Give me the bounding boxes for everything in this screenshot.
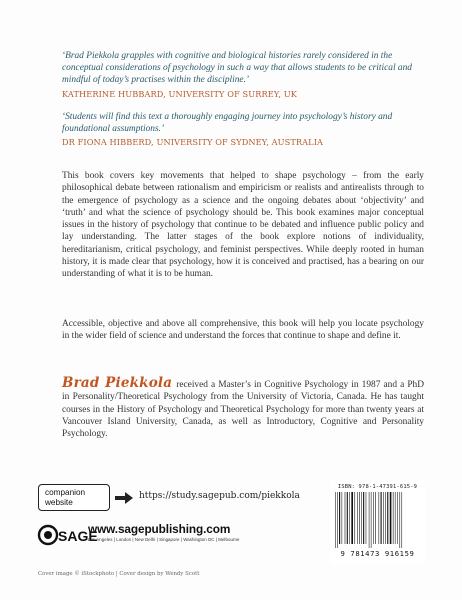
book-description: This book covers key movements that helped to shape psychology – from the early philosophical debate between rationalism and empiricism or realists and antirealists through to the emergence of psychology as a science and the ongoing debates about ‘objectivity’ and ‘truth’ and what the science of psychology should be. This book examines major conceptual issues in the history of psychology that continue to be debated and influence public policy and lay understanding. The latter stages of the book explore notions of individuality, hereditarianism, critical psychology, and feminist perspectives. While deeply rooted in human history, it is made clear that psychology, how it is conceived and practised, has a bearing on our understanding of what it is to be human.	[62, 171, 424, 280]
companion-label: companion	[45, 488, 86, 497]
barcode-bar	[339, 492, 340, 544]
barcode-bar	[390, 492, 392, 544]
barcode-digits: 9 781473 916159	[340, 549, 415, 558]
barcode-bar	[357, 492, 358, 544]
barcode-bar	[363, 492, 364, 544]
barcode-bar	[400, 492, 401, 548]
sage-logo-text: SAGE	[58, 528, 98, 544]
isbn-label: ISBN: 978-1-47391-615-9	[337, 484, 418, 490]
companion-website-badge[interactable]	[38, 484, 110, 511]
barcode-bar	[375, 492, 376, 544]
barcode-bar	[402, 492, 403, 548]
barcode-bar	[381, 492, 382, 544]
barcode-bar	[354, 492, 355, 544]
barcode-bar	[373, 492, 374, 544]
barcode-bar	[337, 492, 338, 548]
publisher-url[interactable]: www.sagepublishing.com	[88, 522, 231, 536]
sage-logo-icon	[38, 523, 98, 547]
barcode-bar	[371, 492, 372, 548]
companion-website-row	[38, 484, 338, 512]
barcode-bar	[369, 492, 370, 548]
barcode-bar	[393, 492, 394, 544]
author-bio	[62, 377, 424, 440]
arrow-right-icon	[115, 492, 133, 504]
barcode-bar	[383, 492, 384, 544]
endorsement-author: DR FIONA HIBBERD, UNIVERSITY OF SYDNEY, AUSTRALIA	[62, 137, 324, 148]
endorsement-quote: ‘Brad Piekkola grapples with cognitive and biological histories rarely considered in the conceptual considerations of psychology in such a way that allows students to be critical and mindful of today’s practises within the discipline.’	[62, 51, 412, 86]
barcode-bar	[379, 492, 380, 544]
barcode-bar	[387, 492, 388, 544]
barcode-bar	[397, 492, 398, 544]
barcode-bar	[351, 492, 353, 544]
barcode-bar	[395, 492, 396, 544]
barcode-bars	[334, 492, 420, 548]
barcode-bar	[359, 492, 360, 544]
barcode-bar	[349, 492, 350, 544]
cover-credit: Cover image © iStockphoto | Cover design by Wendy Scott	[38, 571, 200, 577]
endorsement-1	[62, 50, 422, 100]
endorsement-2	[62, 111, 422, 148]
endorsements	[62, 50, 422, 148]
barcode-bar	[342, 492, 343, 544]
author-signature: Brad Piekkola	[62, 375, 173, 391]
author-bio-text: received a Master’s in Cognitive Psychology in 1987 and a PhD in Personality/Theoretical Psychology from the University of Victoria, Canada. He has taught courses in the History of Psychology and Theoretical Psychology for more than twenty years at Vancouver Island University, Canada, as well as Introductory, Cognitive and Personality Psychology.	[62, 380, 425, 440]
barcode-bar	[345, 492, 346, 544]
endorsement-quote: ‘Students will find this text a thoroughly engaging journey into psychology’s history and foundational assumptions.’	[62, 111, 393, 134]
barcode-bar	[366, 492, 367, 544]
website-label: website	[45, 498, 73, 507]
publisher-cities: Los Angeles | London | New Delhi | Singapore | Washington DC | Melbourne	[88, 537, 240, 542]
companion-url-link[interactable]: https://study.sagepub.com/piekkola	[139, 491, 300, 501]
endorsement-author: KATHERINE HUBBARD, UNIVERSITY OF SURREY, UK	[62, 88, 297, 99]
barcode-bar	[347, 492, 348, 544]
barcode-bar	[361, 492, 362, 544]
barcode-bar	[385, 492, 386, 544]
closing-paragraph: Accessible, objective and above all comprehensive, this book will help you locate psychology in the wider field of science and understand the forces that continue to shape and define it.	[62, 319, 424, 342]
barcode	[330, 481, 425, 565]
barcode-bar	[335, 492, 336, 548]
